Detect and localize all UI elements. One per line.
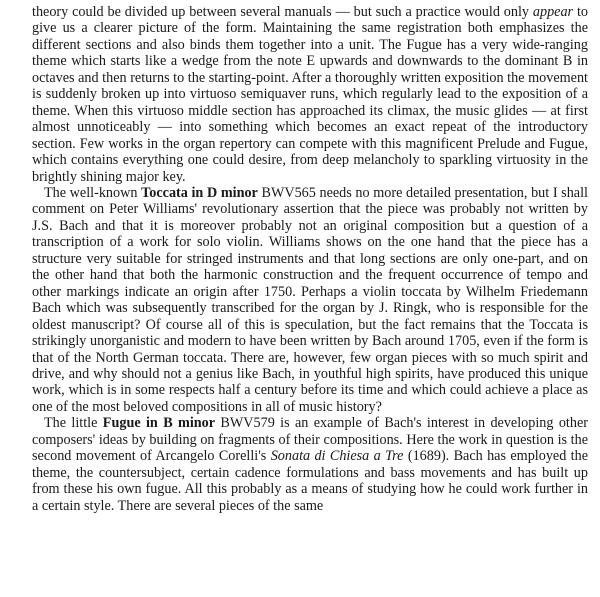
paragraph-prelude-fugue-e-minor (32, 4, 588, 185)
paragraph-fugue-b-minor (32, 415, 588, 514)
p3-title-sonata: Sonata di Chiesa a Tre (270, 448, 404, 465)
document-page (32, 4, 588, 514)
p1-seg2: to give us a clearer picture of the form. Maintaining the same registration both emphasizes the different sections and also binds them together into a unit. The Fugue has a very wide-ranging theme which starts like a wedge from the note E upwards and downwards to the dominant B in octaves and then returns to the starting-point. After a thoroughly written exposition the movement is suddenly broken up into virtuoso semiquaver runs, which regularly lead to the exposition of a theme. When this virtuoso middle section has approached its climax, the music glides — at first almost unnoticeably — into something which becomes an exact repeat of the introductory section. Few works in the organ repertory can compete with this magnificent Prelude and Fugue, which contains everything one could desire, from deep melancholy to sparkling virtuosity in the brightly shining major key. (32, 4, 588, 185)
p2-seg2: BWV565 needs no more detailed presentation, but I shall comment on Peter Williams' revolutionary assertion that the piece was probably not written by J.S. Bach and that it is moreover probably not an original composition but a question of a transcription of a work for solo violin. Williams shows on the one hand that the piece has a structure very suitable for stringed instruments and that long sections are only one-part, and on the other hand that both the harmonic construction and the frequent occurrence of tempo and other markings indicate an origin after 1750. Perhaps a violin toccata by Wilhelm Friedemann Bach which was subsequently transcribed for the organ by J. Ringk, who is responsible for the oldest manuscript? Of course all of this is speculation, but the fact remains that the Toccata is strikingly unorganistic and modern to have been written by Bach around 1705, even if the form is that of the North German toccata. There are, however, few organ pieces with so much spirit and drive, and why should not a genius like Bach, in youthful high spirits, have produced this unique work, which is in some respects half a century before its time and which could achieve a place as one of the most beloved compositions in all of music history? (32, 184, 588, 415)
p3-title-fugue: Fugue in B minor (102, 415, 216, 432)
p2-seg0: The well-known (44, 184, 142, 201)
p1-emphasis-appear: appear (532, 4, 574, 20)
p1-seg0: theory could be divided up between several manuals — but such a practice would only (32, 4, 533, 20)
p2-title-toccata: Toccata in D minor (141, 184, 258, 201)
paragraph-toccata-d-minor (32, 185, 588, 415)
p3-seg2: BWV579 is an example of Bach's interest in developing other composers' ideas by building on fragments of their compositions. Here the work in question is the second movement of Arcangelo Corelli's (32, 415, 588, 465)
p3-seg4: (1689). Bach has employed the theme, the countersubject, certain cadence formulations and bass movements and has built up from these his own fugue. All this probably as a means of studying how he could work further in a certain style. There are several pieces of the same (32, 448, 588, 514)
p3-seg0: The little (44, 415, 103, 432)
